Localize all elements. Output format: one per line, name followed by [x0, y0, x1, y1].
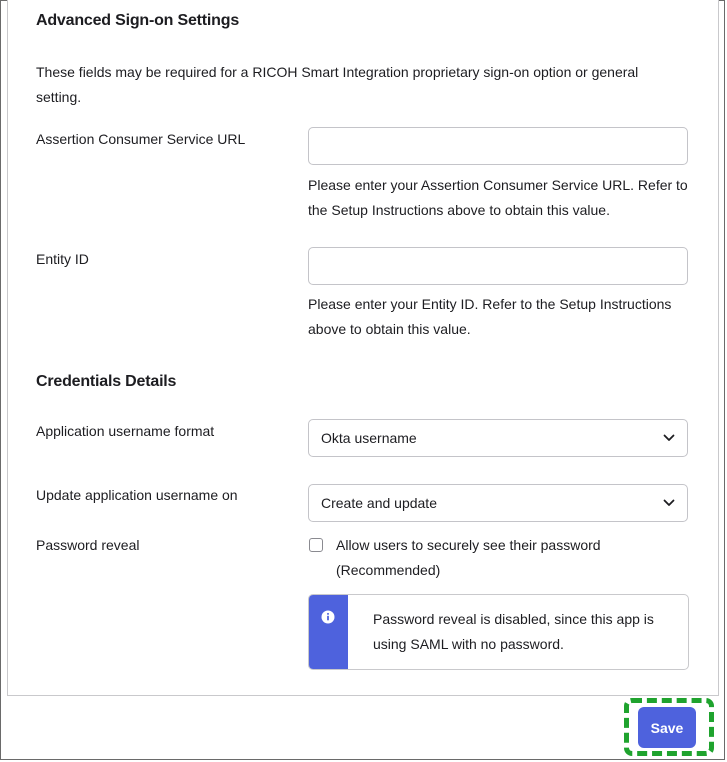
update-on-value: Create and update [321, 495, 437, 511]
password-reveal-label: Password reveal [36, 537, 140, 553]
entity-id-input[interactable] [308, 247, 688, 285]
chevron-down-icon [663, 498, 675, 508]
acs-url-label: Assertion Consumer Service URL [36, 131, 246, 147]
entity-id-help: Please enter your Entity ID. Refer to the Setup Instructions above to obtain this value. [308, 296, 672, 337]
info-icon [321, 610, 335, 624]
notice-accent-bar [309, 595, 348, 669]
username-format-select[interactable] [308, 419, 688, 457]
username-format-label: Application username format [36, 423, 215, 439]
entity-id-label: Entity ID [36, 251, 89, 267]
chevron-down-icon [663, 433, 675, 443]
update-on-select[interactable] [308, 484, 688, 522]
acs-url-help: Please enter your Assertion Consumer Service URL. Refer to the Setup Instructions above to obtain this value. [308, 177, 688, 218]
update-on-label: Update application username on [36, 487, 238, 503]
acs-url-input[interactable] [308, 127, 688, 165]
password-reveal-notice [308, 594, 689, 670]
notice-text: Password reveal is disabled, since this app is using SAML with no password. [373, 611, 654, 652]
password-reveal-checkbox[interactable] [309, 538, 323, 552]
save-button[interactable]: Save [638, 707, 696, 748]
password-reveal-checkbox-label[interactable]: Allow users to securely see their password (Recommended) [336, 537, 601, 578]
advanced-settings-heading: Advanced Sign-on Settings [36, 12, 240, 29]
username-format-value: Okta username [321, 430, 417, 446]
credentials-heading: Credentials Details [36, 373, 177, 390]
advanced-settings-description: These fields may be required for a RICOH Smart Integration proprietary sign-on option or general setting. [36, 64, 639, 105]
